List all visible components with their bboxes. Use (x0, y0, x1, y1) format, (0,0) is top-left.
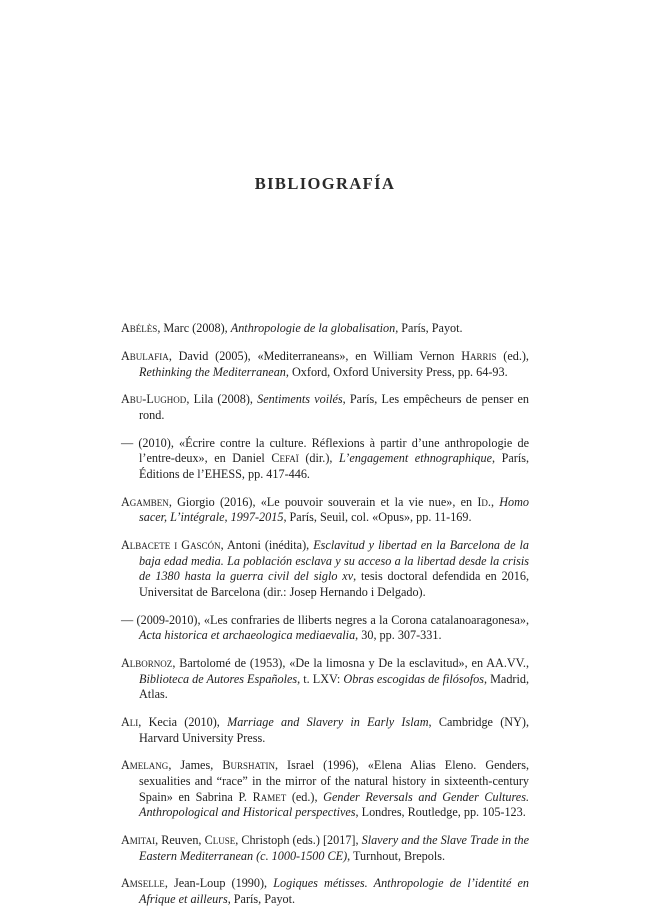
author-name: Burshatin (222, 758, 275, 773)
author-name: Ali (121, 714, 139, 729)
work-title: Obras escogidas de filósofos (343, 671, 484, 686)
entry-text: , David (2005), «Mediterraneans», en William Vernon (168, 348, 462, 363)
author-name: Cluse (204, 832, 236, 847)
author-name: Albacete i Gascón (121, 538, 221, 553)
author-name: Amselle (121, 876, 165, 891)
entry-text: , tesis doctoral defendida en 2016, Universitat de Barcelona (dir.: Josep Hernando i Delgado). (139, 569, 529, 599)
author-name: Abu-Lughod (121, 392, 187, 407)
bibliography-entry (121, 876, 529, 907)
bibliography-entry (121, 321, 529, 337)
entry-text: , Reuven, (155, 832, 205, 847)
entry-text: , Madrid, Atlas. (139, 671, 530, 702)
author-name: Amelang (121, 758, 169, 773)
work-title: Acta historica et archaeologica mediaevalia (139, 628, 356, 643)
author-name: Id. (477, 494, 491, 509)
work-title: Biblioteca de Autores Españoles (139, 671, 298, 686)
entry-text: (ed.), (496, 348, 529, 363)
bibliography-entry (121, 495, 529, 526)
page-title: BIBLIOGRAFÍA (254, 174, 396, 194)
entry-text: , Christoph (eds.) [2017], (235, 832, 362, 847)
work-title: Sentiments voilés (257, 392, 343, 407)
entry-text: , París, Seuil, col. «Opus», pp. 11-169. (283, 510, 472, 525)
author-name: Amitai (121, 832, 156, 847)
work-title: Esclavitud y libertad en la Barcelona de la baja edad media. La población esclava y su acceso a la libertad desde la crisis de 1380 hasta la guerra civil del siglo xv (139, 538, 530, 584)
entry-text: , París, Payot. (395, 321, 463, 336)
entry-text: , Lila (2008), (186, 392, 258, 407)
entry-text: , Jean-Loup (1990), (164, 876, 274, 891)
author-name: Albornoz (121, 656, 173, 670)
work-title: Homo sacer, L’intégrale, 1997-2015 (139, 494, 530, 525)
entry-text: , Oxford, Oxford University Press, pp. 64-93. (285, 364, 508, 379)
work-title: Logiques métisses. Anthropologie de l’identité en Afrique et ailleurs (139, 876, 529, 906)
entry-text: , Cambridge (NY), Harvard University Press. (139, 714, 529, 745)
author-name: Abulafia (121, 348, 169, 363)
bibliography-entry (121, 613, 529, 644)
author-name: Ramet (252, 789, 287, 804)
work-title: Gender Reversals and Gender Cultures. Anthropological and Historical perspectives (139, 789, 530, 820)
bibliography-entry (121, 392, 529, 423)
author-name: Cefaï (271, 451, 299, 466)
entry-text: (dir.), (298, 451, 339, 466)
bibliography-entry (121, 758, 529, 820)
bibliography-entry (121, 833, 529, 864)
entry-text: , Londres, Routledge, pp. 105-123. (355, 805, 526, 820)
entry-text: , James, (168, 758, 223, 773)
work-title: L’engagement ethnographique (338, 451, 492, 466)
bibliography-entry (121, 349, 529, 380)
entry-text: , Antoni (inédita), (220, 538, 314, 553)
entry-text: , Kecia (2010), (138, 714, 228, 729)
work-title: Slavery and the Slave Trade in the Eastern Mediterranean (c. 1000-1500 CE) (139, 832, 530, 863)
entry-text: , t. LXV: (297, 671, 344, 686)
author-name: Agamben (121, 494, 169, 509)
work-title: Rethinking the Mediterranean (139, 364, 286, 379)
entry-text: , (490, 494, 500, 509)
entry-text: , París, Éditions de l’EHESS, pp. 417-446. (139, 451, 530, 481)
work-title: Anthropologie de la globalisation (230, 321, 396, 336)
entry-text: , Israel (1996), «Elena Alias Eleno. Genders, sexualities and “race” in the mirror of the natural history in sixteenth-century Spain» en Sabrina P. (139, 758, 529, 804)
entry-text: , Bartolomé de (1953), «De la limosna y De la esclavitud», en AA.VV., (172, 656, 529, 670)
bibliography-entry (121, 538, 529, 600)
bibliography-list (121, 309, 529, 912)
bibliography-entry (121, 715, 529, 746)
author-name: Abélès (121, 321, 158, 336)
bibliography-entry (121, 656, 529, 703)
entry-text: , Marc (2008), (157, 321, 231, 336)
entry-text: , Giorgio (2016), «Le pouvoir souverain et la vie nue», en (168, 494, 478, 509)
entry-text: — (2010), «Écrire contre la culture. Réflexions à partir d’une anthropologie de l’entre-deux», en Daniel (121, 435, 529, 466)
entry-text: , París, Les empêcheurs de penser en rond. (139, 392, 529, 422)
entry-text: , París, Payot. (227, 891, 296, 906)
author-name: Harris (461, 348, 497, 363)
entry-text: , 30, pp. 307-331. (355, 628, 442, 643)
entry-text: , Turnhout, Brepols. (347, 848, 446, 863)
entry-text: — (2009-2010), «Les confraries de lliberts negres a la Corona catalanoaragonesa», (121, 612, 529, 627)
work-title: Marriage and Slavery in Early Islam (227, 714, 429, 729)
entry-text: (ed.), (286, 789, 324, 804)
bibliography-entry (121, 436, 529, 483)
